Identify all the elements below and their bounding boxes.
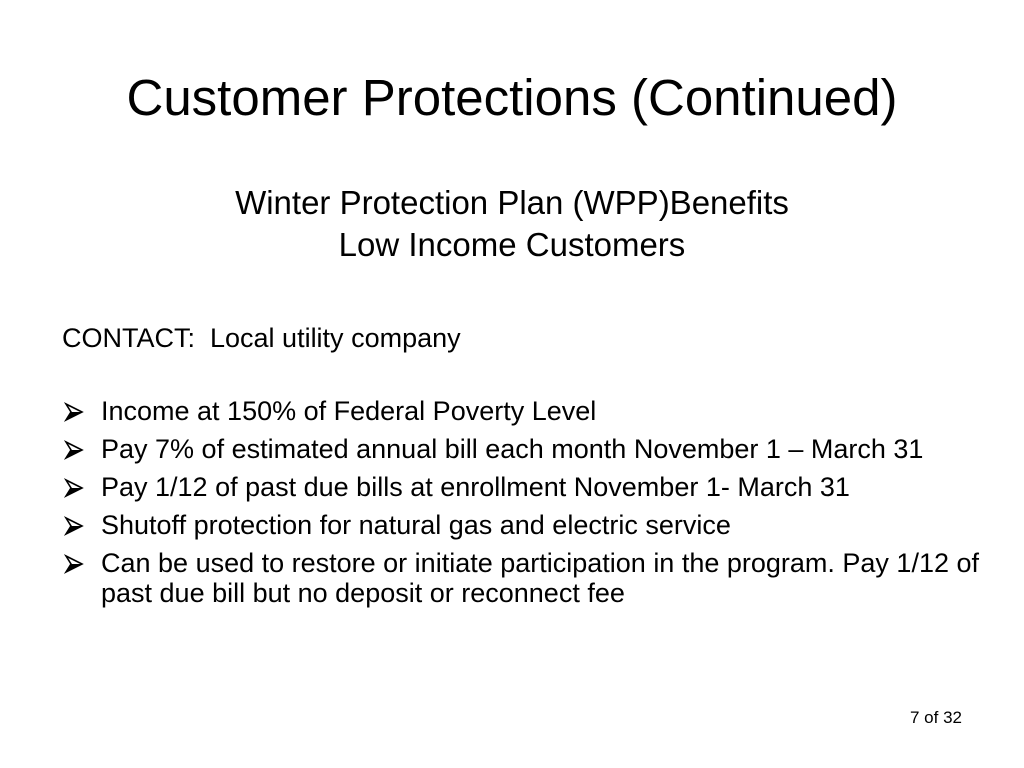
bullet-text: Pay 1/12 of past due bills at enrollment November 1- March 31 bbox=[101, 472, 850, 502]
bullet-item bbox=[62, 472, 982, 502]
page-number: 7 of 32 bbox=[910, 708, 962, 727]
bullet-text: Pay 7% of estimated annual bill each month November 1 – March 31 bbox=[101, 434, 924, 464]
bullet-list bbox=[62, 396, 982, 616]
arrowhead-bullet-icon bbox=[64, 440, 84, 460]
arrowhead-bullet-icon bbox=[64, 402, 84, 422]
arrowhead-bullet-icon bbox=[64, 516, 84, 536]
bullet-text: Can be used to restore or initiate participation in the program. Pay 1/12 of past due bill but no deposit or reconnect fee bbox=[101, 548, 980, 608]
bullet-item bbox=[62, 510, 982, 540]
bullet-text: Shutoff protection for natural gas and electric service bbox=[101, 510, 731, 540]
arrowhead-bullet-icon bbox=[64, 478, 84, 498]
bullet-item bbox=[62, 396, 982, 426]
contact-line: CONTACT: Local utility company bbox=[62, 323, 461, 353]
bullet-text: Income at 150% of Federal Poverty Level bbox=[101, 396, 597, 426]
bullet-item bbox=[62, 434, 982, 464]
bullet-item bbox=[62, 548, 982, 608]
slide-subtitle bbox=[0, 182, 1024, 266]
slide-title: Customer Protections (Continued) bbox=[126, 69, 898, 126]
subtitle-line-1: Winter Protection Plan (WPP)Benefits bbox=[235, 184, 789, 221]
subtitle-line-2: Low Income Customers bbox=[338, 226, 686, 263]
arrowhead-bullet-icon bbox=[64, 554, 84, 574]
